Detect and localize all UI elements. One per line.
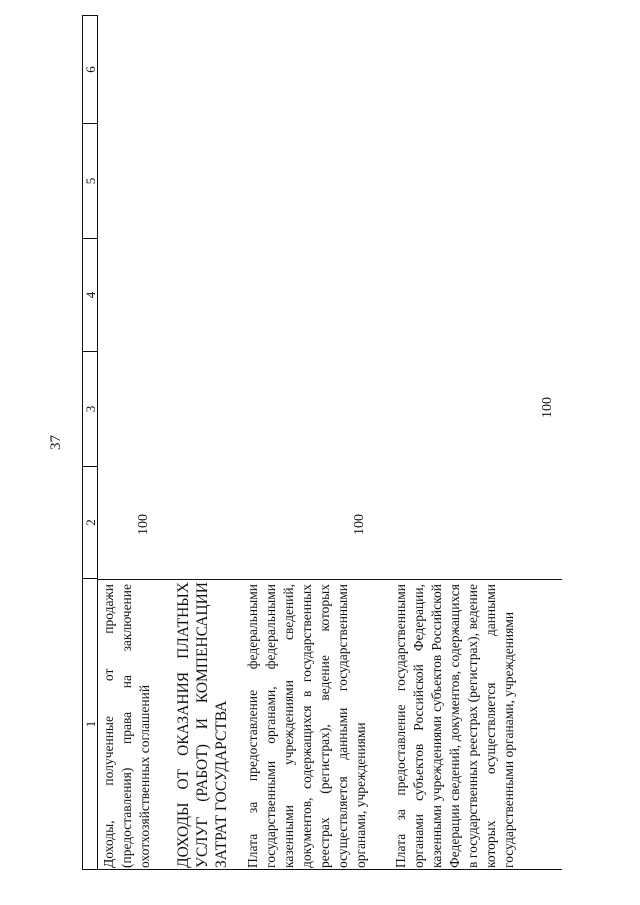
column-header-5: 5: [83, 124, 97, 239]
column-header-3: 3: [83, 352, 97, 467]
row-value-col2: 100: [352, 514, 367, 535]
column-header-4: 4: [83, 239, 97, 352]
table-left-rule: [98, 869, 562, 870]
column-header-2: 2: [83, 467, 97, 579]
page-number: 37: [48, 435, 64, 450]
row-label-hunting-agreements: Доходы, полученные от продажи (предоставления) права на заключение охотхозяйственных соглашений: [101, 584, 152, 868]
rotated-table: [82, 15, 562, 870]
row-value-col2: 100: [136, 514, 151, 535]
row-label-regional-registries: Плата за предоставление государственными органами субъектов Российской Федерации, казенными учреждениями субъектов Российской Федерации сведений, документов, содержащихся в государственных реестрах (регистрах), ведение которых осуществляется данными государственными органами, учреждениями: [393, 584, 516, 868]
column-number-header: [82, 15, 98, 870]
column-header-6: 6: [83, 16, 97, 124]
row-value-col3: 100: [540, 397, 555, 418]
row-label-federal-registries: Плата за предоставление федеральными государственными органами, федеральными казенными учреждениями сведений, документов, содержащихся в государственных реестрах (регистрах), ведение которых осуществляется данными государственными органами, учреждениями: [245, 584, 368, 868]
column-header-1: 1: [83, 720, 98, 728]
section-heading-paid-services: ДОХОДЫ ОТ ОКАЗАНИЯ ПЛАТНЫХ УСЛУГ (РАБОТ) И КОМПЕНСАЦИИ ЗАТРАТ ГОСУДАРСТВА: [175, 582, 230, 868]
column-divider: [98, 579, 562, 580]
